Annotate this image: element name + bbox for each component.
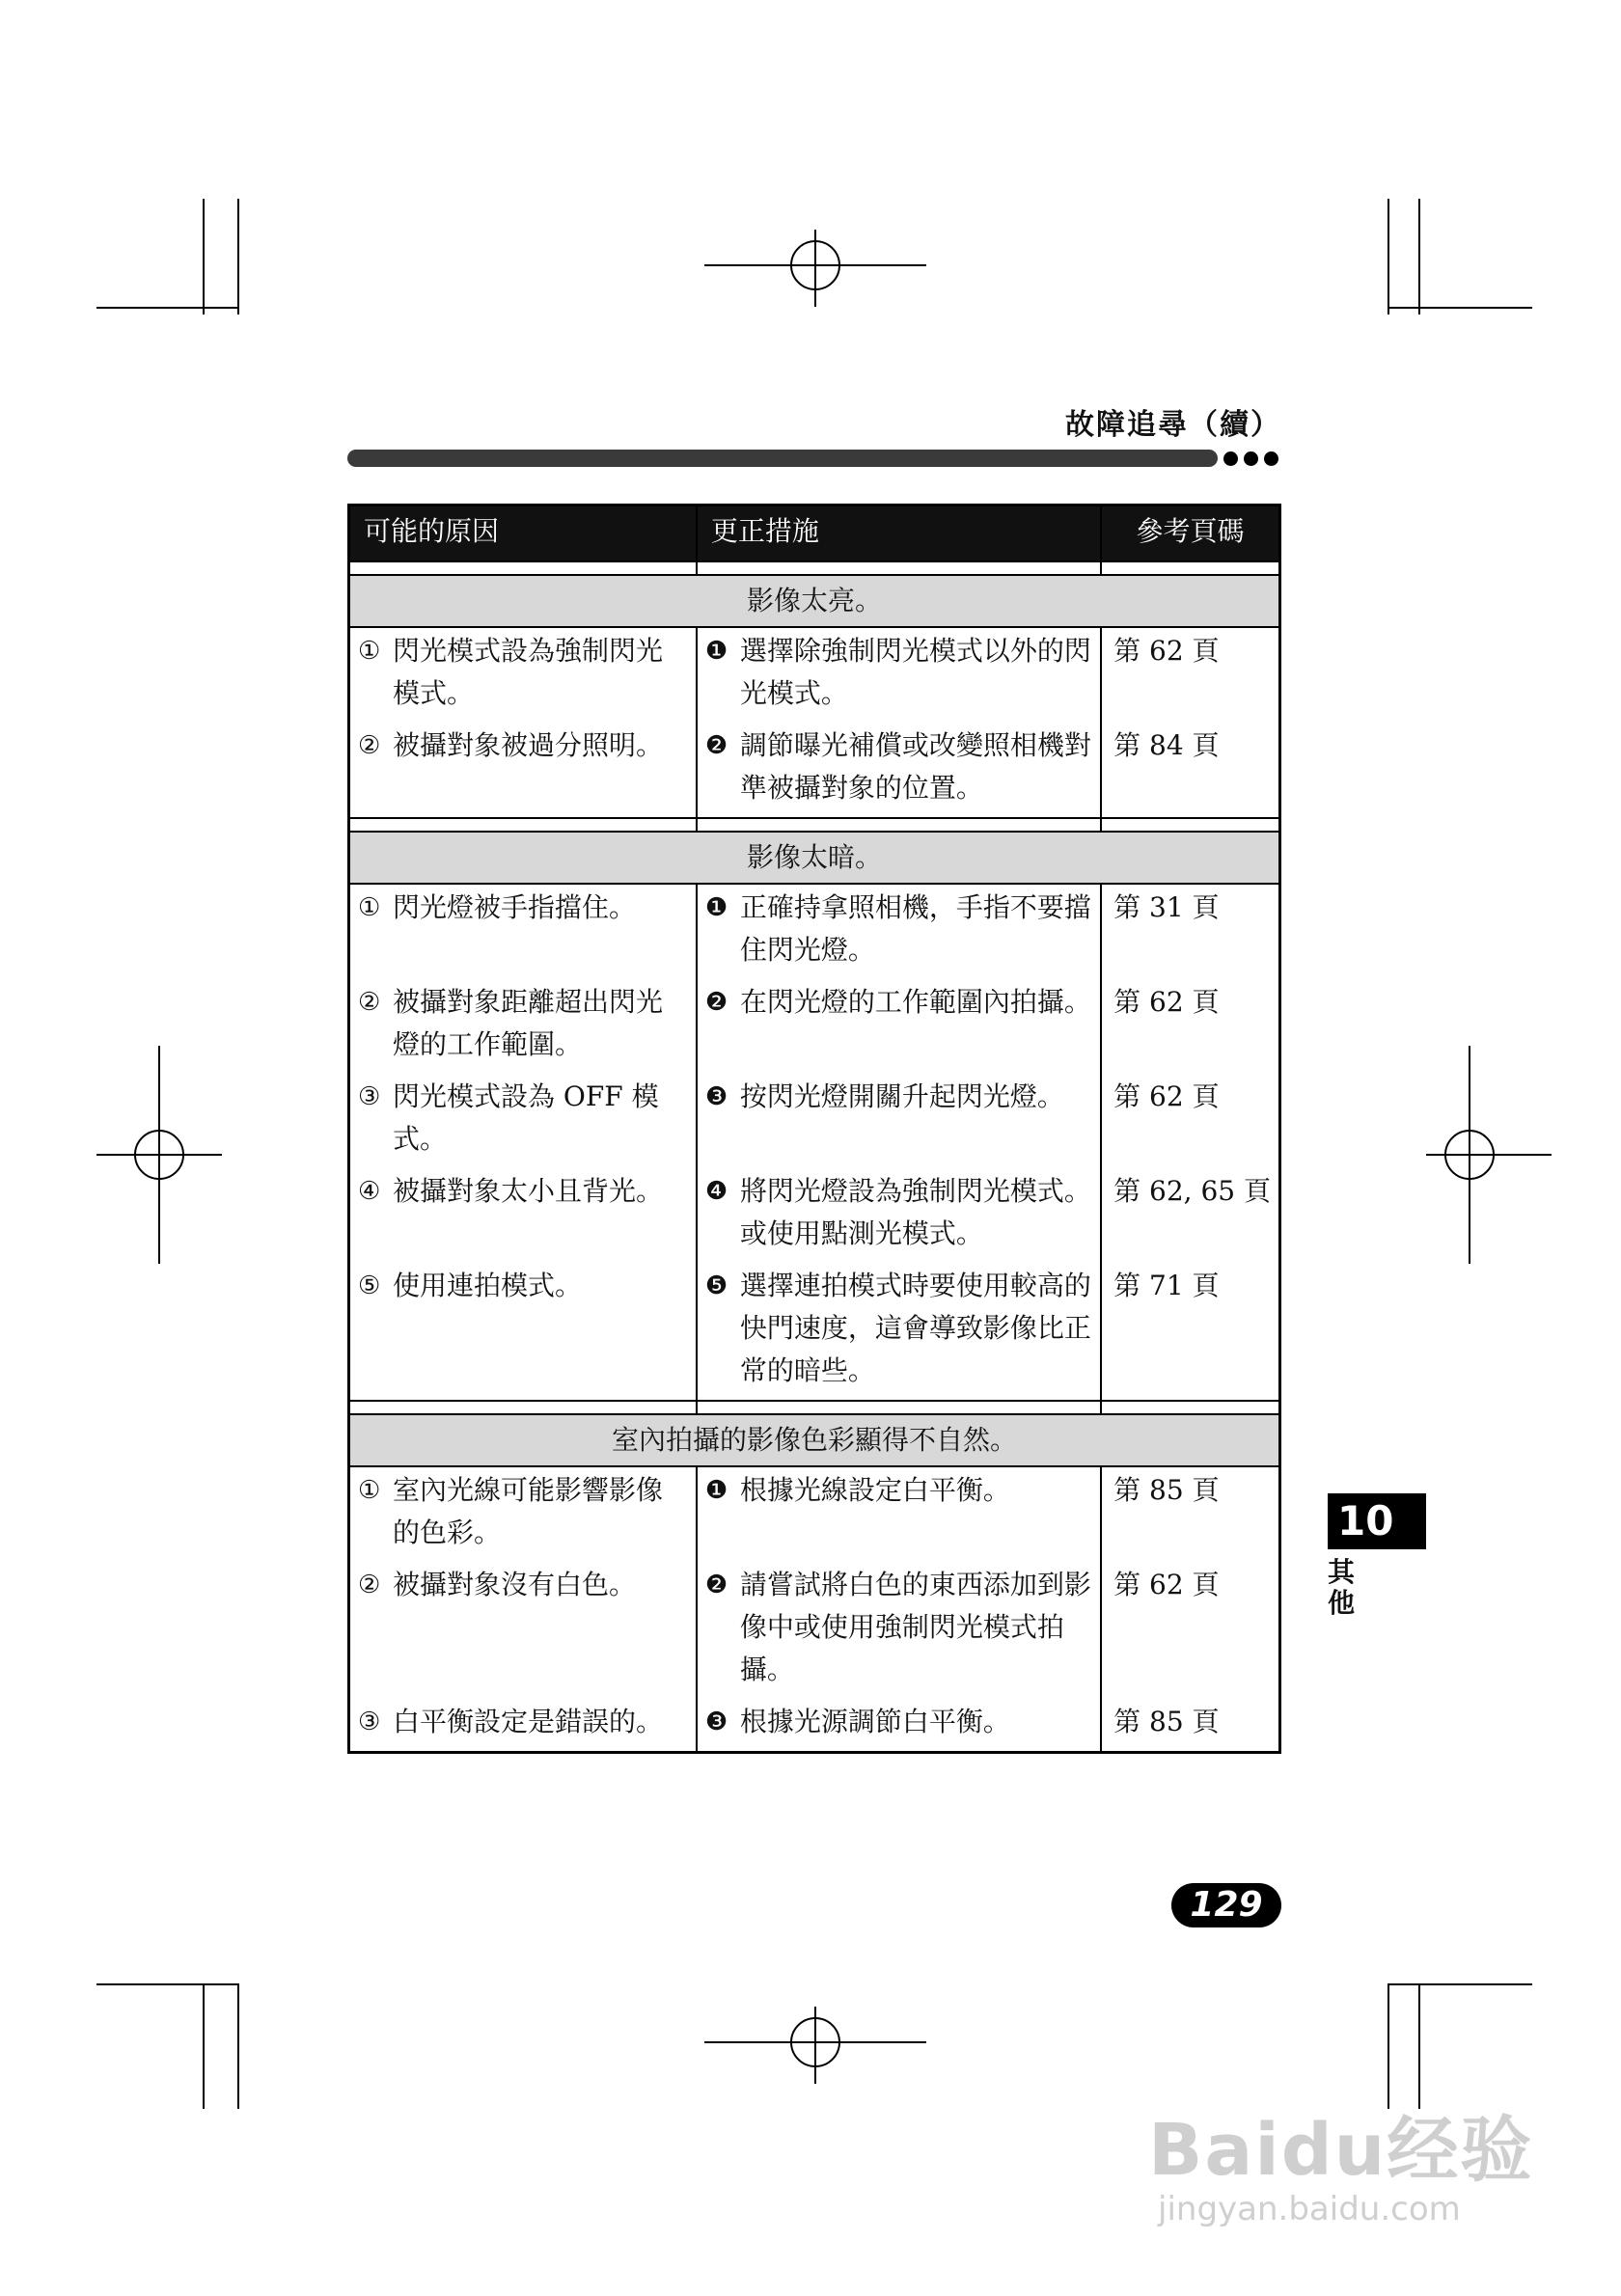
- cause-cell: [349, 1562, 697, 1699]
- fix-cell: [697, 627, 1101, 723]
- cause-text: 被攝對象沒有白色。: [393, 1569, 637, 1600]
- watermark-url: jingyan.baidu.com: [1158, 2190, 1461, 2228]
- fix-cell: [697, 1699, 1101, 1753]
- header-dots: [1223, 451, 1284, 470]
- cause-text: 閃光模式設為 OFF 模式。: [393, 1080, 659, 1155]
- watermark: [1148, 2093, 1533, 2228]
- cause-text: 使用連拍模式。: [393, 1270, 583, 1301]
- fix-number: ❶: [704, 1476, 728, 1505]
- section-title-row: [349, 1414, 1280, 1466]
- cause-number: ①: [358, 637, 381, 666]
- cause-text: 被攝對象距離超出閃光燈的工作範圍。: [393, 986, 664, 1060]
- cause-number: ⑤: [358, 1271, 381, 1300]
- crop-mark: [203, 199, 205, 314]
- cause-text: 閃光燈被手指擋住。: [393, 891, 637, 923]
- reference-page: 第 62 頁: [1101, 1074, 1279, 1168]
- reference-page: 第 62 頁: [1101, 979, 1279, 1074]
- crop-mark: [1387, 1983, 1389, 2109]
- fix-cell: [697, 723, 1101, 818]
- cause-number: ②: [358, 988, 381, 1017]
- fix-number: ❸: [704, 1708, 728, 1736]
- fix-cell: [697, 979, 1101, 1074]
- cause-text: 白平衡設定是錯誤的。: [393, 1706, 664, 1737]
- table-row: [349, 979, 1280, 1074]
- column-header-cause: 可能的原因: [349, 506, 697, 562]
- cause-cell: [349, 723, 697, 818]
- table-row: [349, 1263, 1280, 1401]
- cause-number: ①: [358, 1476, 381, 1505]
- column-header-fix: 更正措施: [697, 506, 1101, 562]
- crop-mark: [237, 1983, 239, 2109]
- crop-mark: [1387, 1983, 1532, 1985]
- section-title: 室內拍攝的影像色彩顯得不自然。: [349, 1414, 1280, 1466]
- reference-page: 第 62, 65 頁: [1101, 1168, 1279, 1263]
- reference-page: 第 62 頁: [1101, 1562, 1279, 1699]
- cause-cell: [349, 979, 697, 1074]
- fix-number: ❷: [704, 1571, 728, 1599]
- fix-text: 調節曝光補償或改變照相機對準被攝對象的位置。: [739, 729, 1091, 804]
- table-row: [349, 1562, 1280, 1699]
- cause-text: 被攝對象太小且背光。: [393, 1175, 664, 1207]
- registration-mark: [134, 1130, 184, 1180]
- cause-text: 室內光線可能影響影像的色彩。: [393, 1474, 664, 1548]
- fix-number: ❶: [704, 637, 728, 666]
- chapter-tab-label: 其他: [1328, 1556, 1356, 1619]
- reference-page: 第 31 頁: [1101, 884, 1279, 979]
- fix-text: 請嘗試將白色的東西添加到影像中或使用強制閃光模式拍攝。: [739, 1569, 1091, 1685]
- cause-text: 被攝對象被過分照明。: [393, 729, 664, 761]
- cause-cell: [349, 1074, 697, 1168]
- fix-text: 選擇除強制閃光模式以外的閃光模式。: [739, 635, 1091, 709]
- fix-text: 正確持拿照相機，手指不要擋住閃光燈。: [739, 891, 1091, 966]
- table-row: [349, 1699, 1280, 1753]
- section-title-row: [349, 575, 1280, 627]
- table-row: [349, 1074, 1280, 1168]
- registration-mark: [1444, 1130, 1495, 1180]
- cause-number: ②: [358, 731, 381, 760]
- cause-number: ③: [358, 1708, 381, 1736]
- cause-number: ②: [358, 1571, 381, 1599]
- crop-mark: [203, 1983, 205, 2109]
- table-row: [349, 723, 1280, 818]
- fix-text: 根據光線設定白平衡。: [739, 1474, 1010, 1506]
- crop-mark: [1387, 199, 1389, 314]
- fix-cell: [697, 1562, 1101, 1699]
- page-number: 129: [1171, 1883, 1281, 1927]
- header-bar: [347, 450, 1218, 467]
- fix-cell: [697, 884, 1101, 979]
- fix-text: 選擇連拍模式時要使用較高的快門速度，這會導致影像比正常的暗些。: [739, 1270, 1091, 1386]
- section-spacer: [349, 1401, 1280, 1414]
- cause-cell: [349, 1263, 697, 1401]
- fix-cell: [697, 1168, 1101, 1263]
- registration-mark: [790, 240, 840, 290]
- cause-cell: [349, 627, 697, 723]
- cause-number: ①: [358, 893, 381, 922]
- cause-cell: [349, 884, 697, 979]
- fix-text: 按閃光燈開關升起閃光燈。: [739, 1080, 1064, 1112]
- table-row: [349, 1168, 1280, 1263]
- table-row: [349, 884, 1280, 979]
- crop-mark: [1418, 1983, 1420, 2109]
- table-row: [349, 627, 1280, 723]
- section-title-row: [349, 832, 1280, 884]
- cause-text: 閃光模式設為強制閃光模式。: [393, 635, 664, 709]
- cause-cell: [349, 1699, 697, 1753]
- fix-cell: [697, 1074, 1101, 1168]
- troubleshooting-table: [347, 504, 1281, 1754]
- crop-mark: [96, 1983, 239, 1985]
- crop-mark: [96, 307, 239, 309]
- fix-text: 將閃光燈設為強制閃光模式。或使用點測光模式。: [739, 1175, 1091, 1249]
- fix-cell: [697, 1263, 1101, 1401]
- fix-number: ❷: [704, 731, 728, 760]
- registration-mark: [790, 2017, 840, 2067]
- column-header-ref: 參考頁碼: [1101, 506, 1279, 562]
- crop-mark: [1387, 307, 1532, 309]
- fix-cell: [697, 1466, 1101, 1562]
- fix-text: 根據光源調節白平衡。: [739, 1706, 1010, 1737]
- chapter-tab-number: 10: [1328, 1493, 1426, 1549]
- fix-text: 在閃光燈的工作範圍內拍攝。: [739, 986, 1091, 1018]
- watermark-logo: Baidu经验: [1148, 2109, 1534, 2192]
- section-spacer: [349, 561, 1280, 575]
- reference-page: 第 71 頁: [1101, 1263, 1279, 1401]
- crop-mark: [237, 199, 239, 314]
- cause-cell: [349, 1466, 697, 1562]
- fix-number: ❸: [704, 1082, 728, 1111]
- table-row: [349, 1466, 1280, 1562]
- fix-number: ❹: [704, 1177, 728, 1206]
- fix-number: ❶: [704, 893, 728, 922]
- fix-number: ❷: [704, 988, 728, 1017]
- section-title: 影像太亮。: [349, 575, 1280, 627]
- cause-number: ③: [358, 1082, 381, 1111]
- reference-page: 第 84 頁: [1101, 723, 1279, 818]
- section-spacer: [349, 818, 1280, 832]
- reference-page: 第 85 頁: [1101, 1466, 1279, 1562]
- reference-page: 第 85 頁: [1101, 1699, 1279, 1753]
- reference-page: 第 62 頁: [1101, 627, 1279, 723]
- page-header-title: 故障追尋（續）: [1065, 408, 1281, 442]
- cause-cell: [349, 1168, 697, 1263]
- section-title: 影像太暗。: [349, 832, 1280, 884]
- crop-mark: [1418, 199, 1420, 314]
- cause-number: ④: [358, 1177, 381, 1206]
- fix-number: ❺: [704, 1271, 728, 1300]
- table-header-row: [349, 506, 1280, 562]
